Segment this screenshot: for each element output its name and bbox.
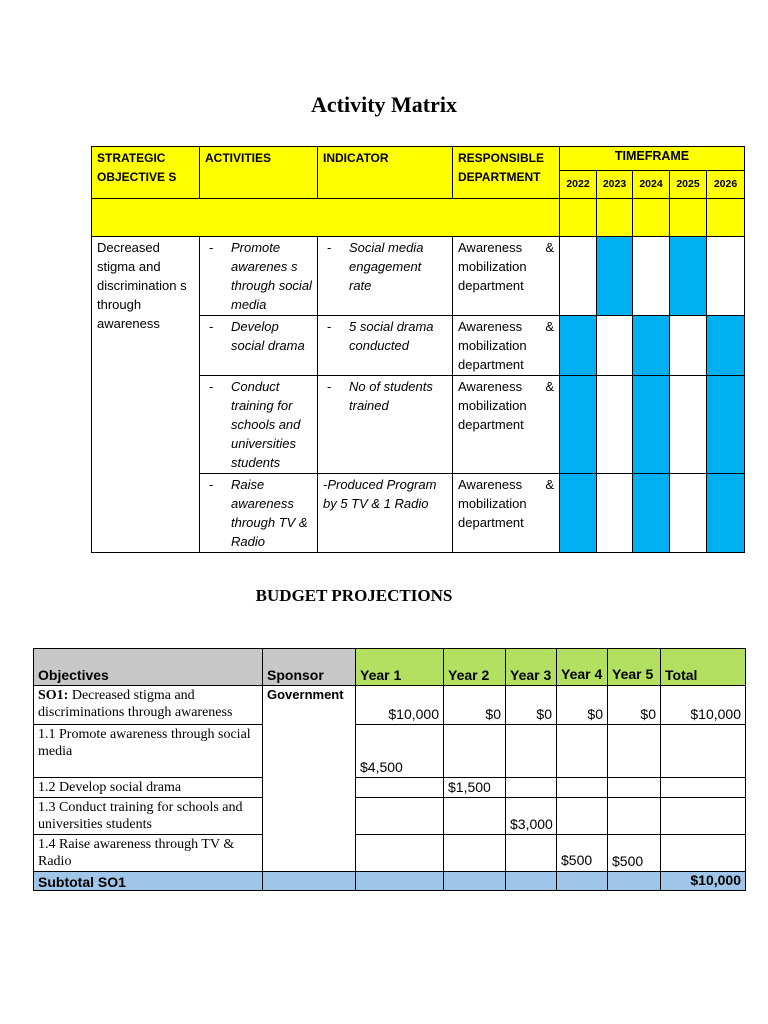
timeframe-cell: [670, 316, 707, 376]
activity-cell: - Develop social drama: [200, 316, 318, 376]
objective-row-label: 1.3 Conduct training for schools and universities students: [34, 798, 263, 835]
timeframe-cell: [707, 376, 745, 474]
timeframe-cell: [633, 237, 670, 316]
budget-value: [608, 798, 661, 835]
budget-value: $0: [557, 686, 608, 725]
header-sponsor: Sponsor: [263, 649, 356, 686]
year-spacer: [597, 199, 633, 237]
header-year-2: Year 2: [444, 649, 506, 686]
subtotal-empty: [444, 872, 506, 891]
department-cell: Awareness & mobilization department: [453, 237, 560, 316]
subtotal-empty: [608, 872, 661, 891]
budget-value: [661, 835, 746, 872]
indicator-cell: - 5 social drama conducted: [318, 316, 453, 376]
timeframe-cell: [670, 474, 707, 553]
year-spacer: [560, 199, 597, 237]
budget-value: [661, 798, 746, 835]
year-header: 2023: [597, 171, 633, 199]
budget-value: $0: [506, 686, 557, 725]
timeframe-cell: [597, 316, 633, 376]
budget-value: [506, 778, 557, 798]
timeframe-cell: [633, 376, 670, 474]
timeframe-cell: [707, 237, 745, 316]
timeframe-cell: [633, 316, 670, 376]
timeframe-cell: [707, 316, 745, 376]
budget-value: [444, 835, 506, 872]
header-timeframe: TIMEFRAME: [560, 147, 745, 171]
budget-value: [557, 798, 608, 835]
header-strategic-objective: STRATEGIC OBJECTIVE S: [92, 147, 200, 199]
budget-projections-title: BUDGET PROJECTIONS: [255, 586, 453, 605]
header-year-1: Year 1: [356, 649, 444, 686]
timeframe-cell: [560, 316, 597, 376]
header-year-3: Year 3: [506, 649, 557, 686]
budget-value: $3,000: [506, 798, 557, 835]
budget-value: $500: [608, 835, 661, 872]
budget-value: $0: [608, 686, 661, 725]
year-spacer: [707, 199, 745, 237]
header-responsible-department: RESPONSIBLE DEPARTMENT: [453, 147, 560, 199]
budget-value: [608, 725, 661, 778]
timeframe-cell: [597, 237, 633, 316]
timeframe-cell: [633, 474, 670, 553]
header-activities: ACTIVITIES: [200, 147, 318, 199]
timeframe-cell: [670, 376, 707, 474]
strategic-objective-cell: Decreased stigma and discrimination s through awareness: [92, 237, 200, 553]
subtotal-empty: [506, 872, 557, 891]
year-header: 2025: [670, 171, 707, 199]
objective-row-label: 1.4 Raise awareness through TV & Radio: [34, 835, 263, 872]
year-spacer: [670, 199, 707, 237]
budget-table: [33, 648, 746, 891]
department-cell: Awareness & mobilization department: [453, 474, 560, 553]
header-indicator: INDICATOR: [318, 147, 453, 199]
year-header: 2026: [707, 171, 745, 199]
budget-value: [557, 778, 608, 798]
budget-value: [506, 835, 557, 872]
subtotal-empty: [356, 872, 444, 891]
budget-value: [661, 778, 746, 798]
subtotal-empty: [557, 872, 608, 891]
timeframe-cell: [560, 376, 597, 474]
timeframe-cell: [597, 376, 633, 474]
budget-value: [661, 725, 746, 778]
header-year-5: Year 5: [608, 649, 661, 686]
budget-value: [557, 725, 608, 778]
budget-value: $4,500: [356, 725, 444, 778]
timeframe-cell: [560, 474, 597, 553]
sponsor-cell: Government: [263, 686, 356, 872]
budget-value: $10,000: [661, 686, 746, 725]
timeframe-cell: [560, 237, 597, 316]
budget-value: [608, 778, 661, 798]
budget-value: $1,500: [444, 778, 506, 798]
budget-value: [506, 725, 557, 778]
so1-objective-cell: SO1: Decreased stigma and discriminations through awareness: [34, 686, 263, 725]
budget-value: [444, 725, 506, 778]
year-spacer: [633, 199, 670, 237]
header-objectives: Objectives: [34, 649, 263, 686]
budget-value: $10,000: [356, 686, 444, 725]
header-total: Total: [661, 649, 746, 686]
year-header: 2022: [560, 171, 597, 199]
budget-value: $0: [444, 686, 506, 725]
timeframe-cell: [597, 474, 633, 553]
budget-value: [356, 835, 444, 872]
timeframe-cell: [707, 474, 745, 553]
budget-value: $500: [557, 835, 608, 872]
timeframe-cell: [670, 237, 707, 316]
activity-matrix-table: [91, 146, 745, 553]
department-cell: Awareness & mobilization department: [453, 316, 560, 376]
activity-matrix-title: Activity Matrix: [311, 92, 457, 117]
activity-cell: - Promote awarenes s through social media: [200, 237, 318, 316]
indicator-cell: - No of students trained: [318, 376, 453, 474]
subtotal-empty: [263, 872, 356, 891]
header-spacer: [92, 199, 560, 237]
department-cell: Awareness & mobilization department: [453, 376, 560, 474]
objective-row-label: 1.2 Develop social drama: [34, 778, 263, 798]
header-year-4: Year 4: [557, 649, 608, 686]
activity-cell: - Raise awareness through TV & Radio: [200, 474, 318, 553]
subtotal-total: $10,000: [661, 872, 746, 891]
indicator-cell: - Social media engagement rate: [318, 237, 453, 316]
year-header: 2024: [633, 171, 670, 199]
activity-cell: - Conduct training for schools and universities students: [200, 376, 318, 474]
budget-value: [356, 778, 444, 798]
subtotal-label: Subtotal SO1: [34, 872, 263, 891]
budget-value: [444, 798, 506, 835]
budget-value: [356, 798, 444, 835]
indicator-cell: -Produced Program by 5 TV & 1 Radio: [318, 474, 453, 553]
objective-row-label: 1.1 Promote awareness through social media: [34, 725, 263, 778]
